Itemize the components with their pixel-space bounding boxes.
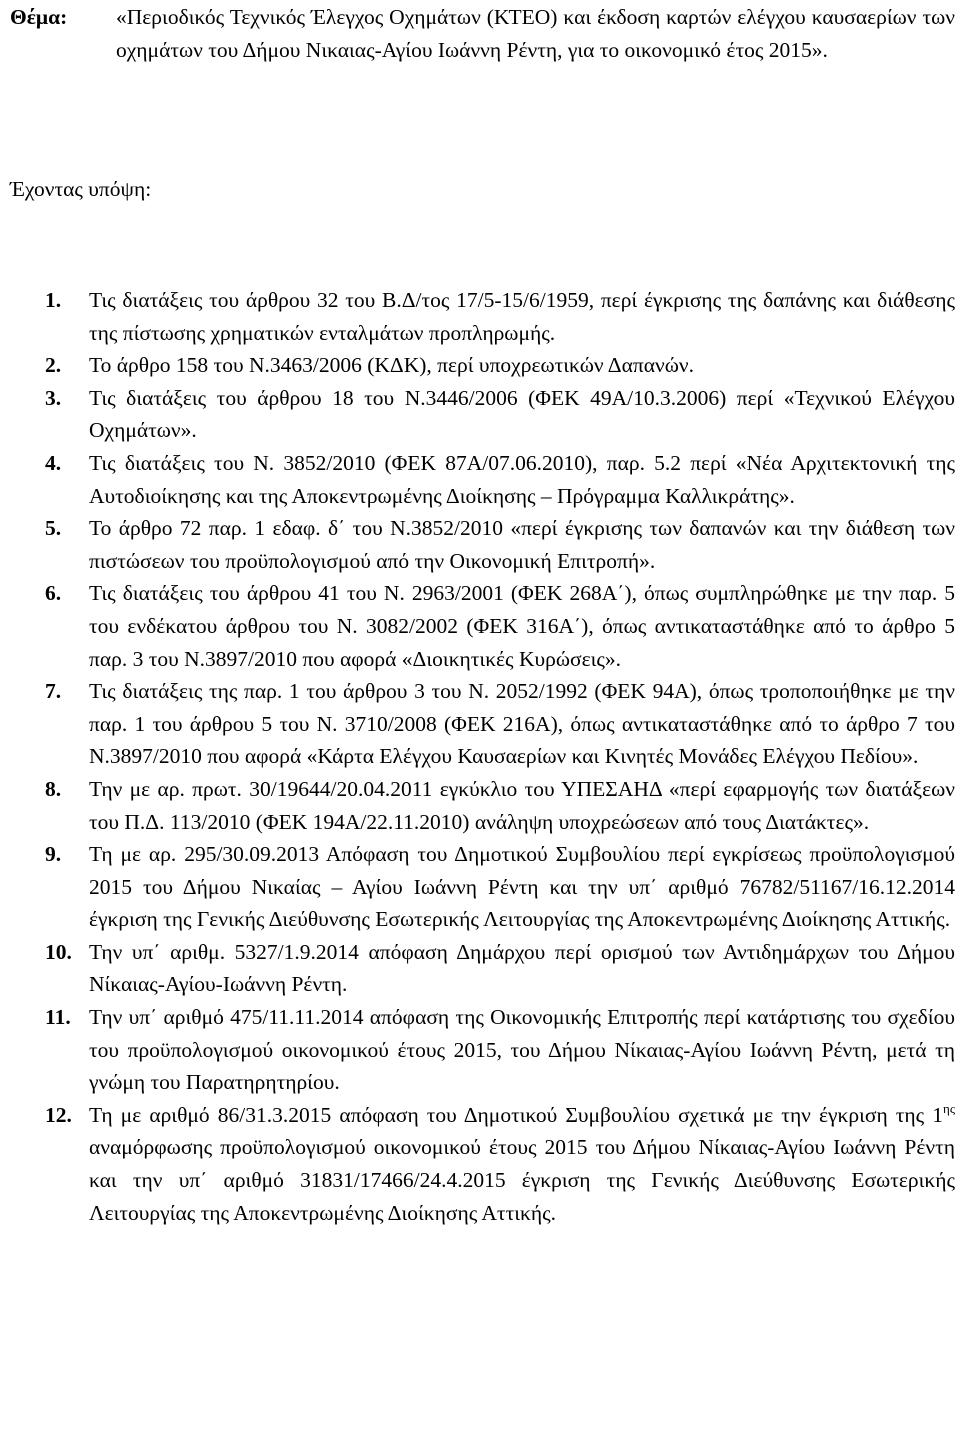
item-text: Τις διατάξεις του Ν. 3852/2010 (ΦΕΚ 87Α/07.06.2010), παρ. 5.2 περί «Νέα Αρχιτεκτονική της Αυτοδιοίκησης και της Αποκεντρωμένης Διοίκησης – Πρόγραμμα Καλλικράτης». [89,450,955,508]
subject-text: «Περιοδικός Τεχνικός Έλεγχος Οχημάτων (ΚΤΕΟ) και έκδοση καρτών ελέγχου καυσαερίων των οχημάτων του Δήμου Νικαιας-Αγίου Ιωάννη Ρέντη, για το οικονομικό έτος 2015». [116,5,955,62]
item-number: 9. [45,842,62,867]
item-number: 1. [45,288,62,312]
item-text: Τις διατάξεις του άρθρου 41 του Ν. 2963/2001 (ΦΕΚ 268Α΄), όπως συμπληρώθηκε με την παρ. 5 του ενδέκατου άρθρου του Ν. 3082/2002 (ΦΕΚ 316Α΄), όπως αντικαταστάθηκε από το άρθρο 5 παρ. 3 του Ν.3897/2010 που αφορά «Διοικητικές Κυρώσεις». [89,581,955,671]
item-text-after: αναμόρφωσης προϋπολογισμού οικονομικού έτους 2015 του Δήμου Νίκαιας-Αγίου Ιωάννη Ρέντη και την υπ΄ αριθμό 31831/17466/24.4.2015 έγκριση της Γενικής Διεύθυνσης Εσωτερικής Λειτουργίας της Αποκεντρωμένης Διοίκησης Αττικής. [89,1135,955,1225]
list-item [45,675,955,773]
item-number: 10. [45,939,72,964]
list-item [45,838,955,936]
list-item [45,447,955,512]
item-number: 4. [45,450,62,475]
item-number: 2. [45,353,62,378]
item-number: 6. [45,581,62,606]
list-item [45,936,955,1001]
considerations-list [45,284,955,1229]
list-item [45,512,955,577]
list-item [45,382,955,447]
item-text: Την με αρ. πρωτ. 30/19644/20.04.2011 εγκύκλιο του ΥΠΕΣΑΗΔ «περί εφαρμογής των διατάξεων του Π.Δ. 113/2010 (ΦΕΚ 194Α/22.11.2010) ανάληψη υποχρεώσεων από τους Διατάκτες». [89,776,955,834]
item-text: Την υπ΄ αριθμ. 5327/1.9.2014 απόφαση Δημάρχου περί ορισμού των Αντιδημάρχων του Δήμου Νίκαιας-Αγίου-Ιωάννη Ρέντη. [89,939,955,997]
subject-block [10,1,955,66]
list-item [45,1099,955,1229]
item-number: 11. [45,1005,71,1030]
item-text: Τις διατάξεις της παρ. 1 του άρθρου 3 του Ν. 2052/1992 (ΦΕΚ 94Α), όπως τροποποιήθηκε με την παρ. 1 του άρθρου 5 του Ν. 3710/2008 (ΦΕΚ 216Α), όπως αντικαταστάθηκε από το άρθρο 7 του Ν.3897/2010 που αφορά «Κάρτα Ελέγχου Καυσαερίων και Κινητές Μονάδες Ελέγχου Πεδίου». [89,679,955,769]
item-number: 3. [45,385,62,410]
item-number: 5. [45,516,62,541]
item-text: Την υπ΄ αριθμό 475/11.11.2014 απόφαση της Οικονομικής Επιτροπής περί κατάρτισης του σχεδίου του προϋπολογισμού οικονομικού έτους 2015, του Δήμου Νίκαιας-Αγίου Ιωάννη Ρέντη, μετά τη γνώμη του Παρατηρητηρίου. [89,1005,955,1095]
list-item [45,284,955,349]
list-item [45,349,955,382]
intro-text: Έχοντας υπόψη: [10,177,152,201]
item-text: Τις διατάξεις του άρθρου 18 του Ν.3446/2006 (ΦΕΚ 49Α/10.3.2006) περί «Τεχνικού Ελέγχου Οχημάτων». [89,385,955,443]
list-item [45,577,955,675]
item-number: 8. [45,776,62,801]
item-text-before: Τη με αριθμό 86/31.3.2015 απόφαση του Δημοτικού Συμβουλίου σχετικά με την έγκριση της 1 [89,1102,944,1127]
list-item [45,1001,955,1099]
item-number: 12. [45,1102,72,1127]
item-number: 7. [45,679,62,704]
ordinal-superscript: ης [943,1100,955,1116]
list-item [45,773,955,838]
item-text: Το άρθρο 72 παρ. 1 εδαφ. δ΄ του Ν.3852/2010 «περί έγκρισης των δαπανών και την διάθεση των πιστώσεων του προϋπολογισμού από την Οικονομική Επιτροπή». [89,516,955,573]
item-text: Τις διατάξεις του άρθρου 32 του Β.Δ/τος 17/5-15/6/1959, περί έγκρισης της δαπάνης και διάθεσης της πίστωσης χρηματικών ενταλμάτων προπληρωμής. [89,288,955,345]
subject-label: Θέμα: [10,5,68,29]
item-text [89,1099,955,1229]
item-text: Τη με αρ. 295/30.09.2013 Απόφαση του Δημοτικού Συμβουλίου περί εγκρίσεως προϋπολογισμού 2015 του Δήμου Νικαίας – Αγίου Ιωάννη Ρέντη και την υπ΄ αριθμό 76782/51167/16.12.2014 έγκριση της Γενικής Διεύθυνσης Εσωτερικής Λειτουργίας της Αποκεντρωμένης Διοίκησης Αττικής. [89,842,955,932]
item-text: Το άρθρο 158 του Ν.3463/2006 (ΚΔΚ), περί υποχρεωτικών Δαπανών. [89,353,694,378]
